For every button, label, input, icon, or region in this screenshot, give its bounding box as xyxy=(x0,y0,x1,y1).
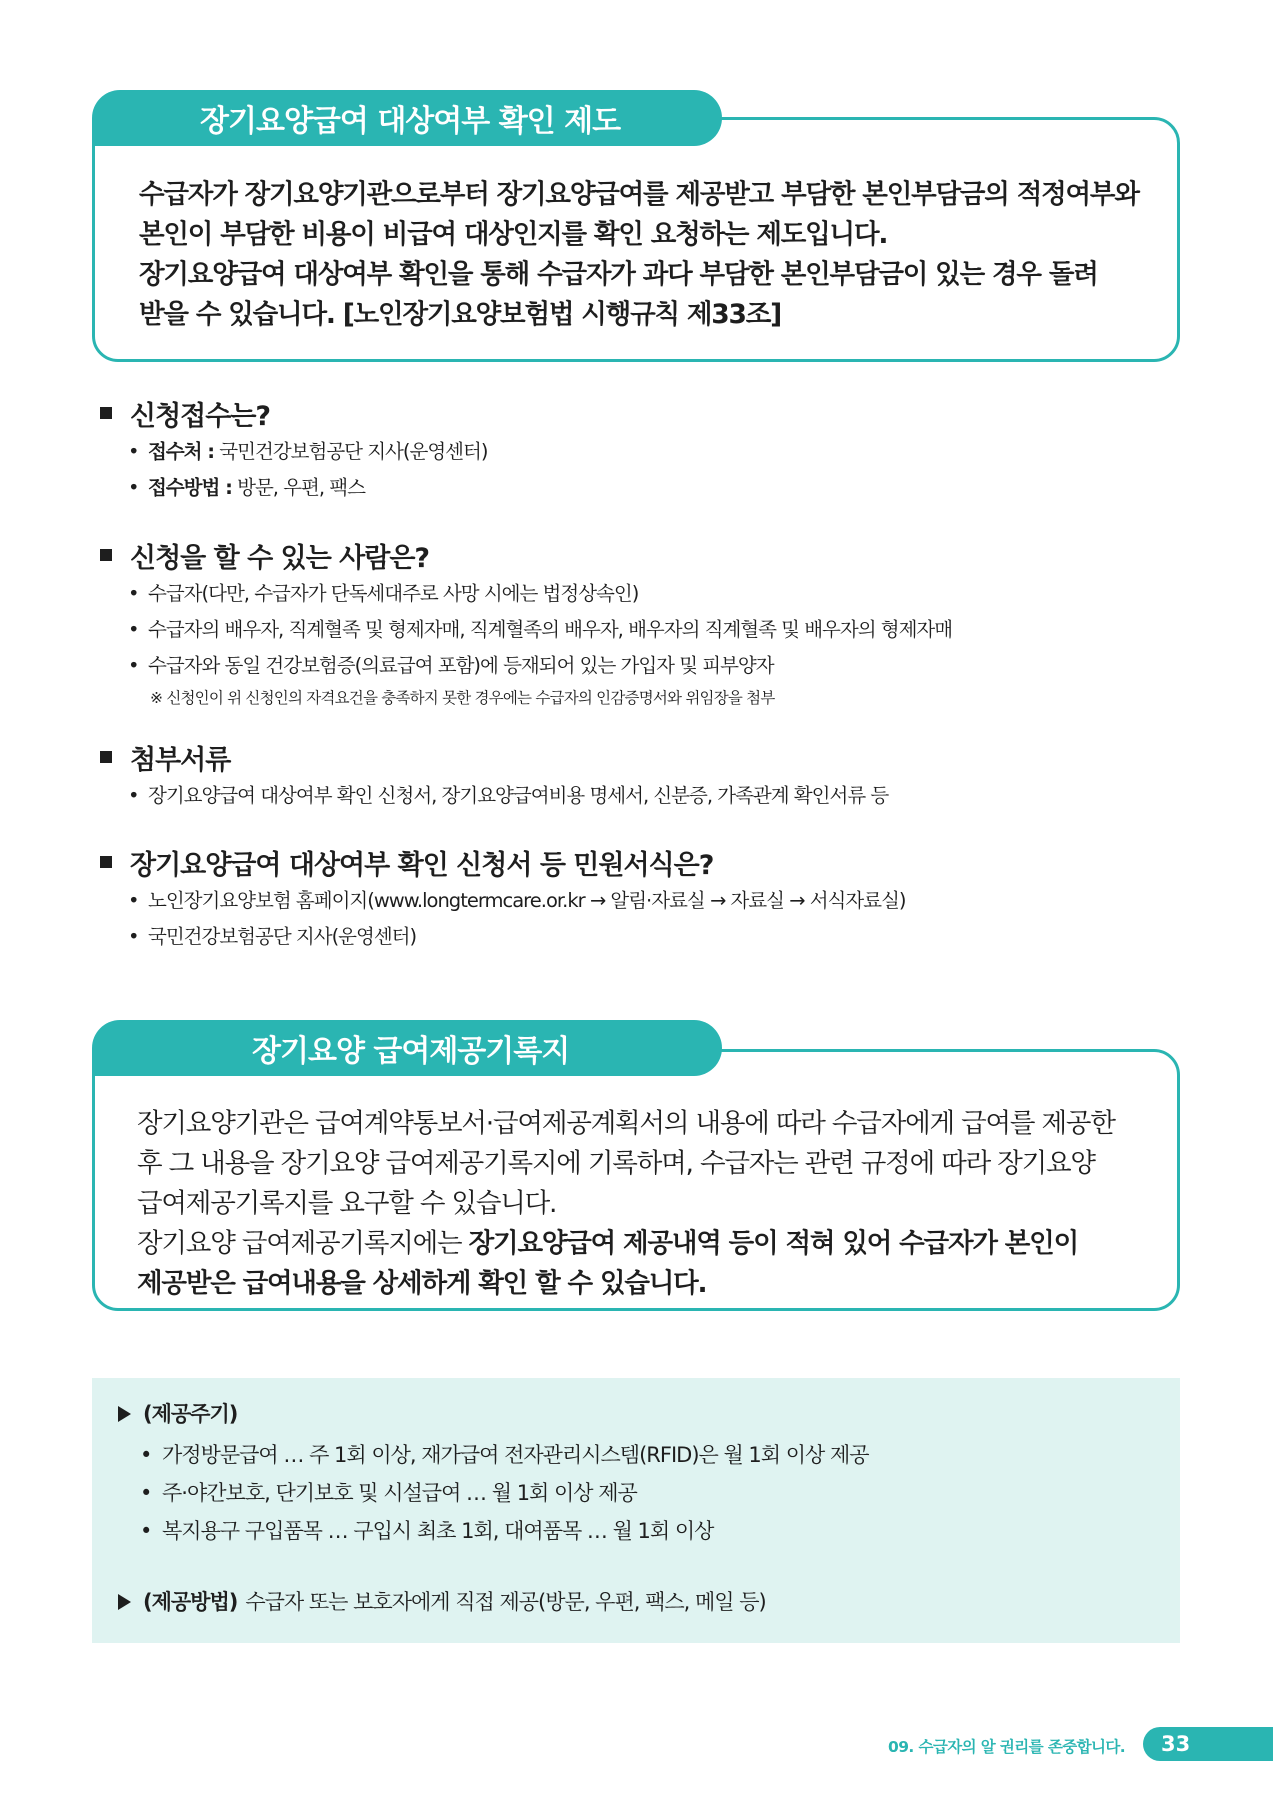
list-item: • 주·야간보호, 단기보호 및 시설급여 … 월 1회 이상 제공 xyxy=(140,1474,1154,1512)
section-forms xyxy=(98,843,1183,955)
page-number: 33 xyxy=(1143,1727,1273,1761)
section-attachments xyxy=(98,738,1183,814)
intro-line: 본인이 부담한 비용이 비급여 대상인지를 확인 요청하는 제도입니다. xyxy=(139,219,888,250)
list-item: • 복지용구 구입품목 … 구입시 최초 1회, 대여품목 … 월 1회 이상 xyxy=(140,1512,1154,1550)
intro-line: 수급자가 장기요양기관으로부터 장기요양급여를 제공받고 부담한 본인부담금의 적정여부와 xyxy=(139,179,1139,210)
record-line: 장기요양 급여제공기록지에는 장기요양급여 제공내역 등이 적혀 있어 수급자가 본인이 xyxy=(137,1228,1078,1259)
section-title: 신청접수는? xyxy=(130,400,271,432)
list-item: • 가정방문급여 … 주 1회 이상, 재가급여 전자관리시스템(RFID)은 월 1회 이상 제공 xyxy=(140,1436,1154,1474)
triangle-bullet-icon xyxy=(118,1406,131,1422)
section-title: 장기요양급여 대상여부 확인 신청서 등 민원서식은? xyxy=(130,849,714,881)
square-bullet-icon xyxy=(100,407,112,419)
intro-line: 장기요양급여 대상여부 확인을 통해 수급자가 과다 부담한 본인부담금이 있는 경우 돌려 xyxy=(139,259,1098,290)
intro-box xyxy=(92,117,1180,362)
list-item: • 노인장기요양보험 홈페이지(www.longtermcare.or.kr → 알림·자료실 → 자료실 → 서식자료실) xyxy=(128,883,1183,919)
square-bullet-icon xyxy=(100,549,112,561)
provision-info-box: (제공주기) • 가정방문급여 … 주 1회 이상, 재가급여 전자관리시스템(RFID)은 월 1회 이상 제공 • 주·야간보호, 단기보호 및 시설급여 … 월 1회 이상 제공 • 복지용구 구입품목 … 구입시 최초 1회, 대여품목 … 월 1회 이상 (제공방법) 수급자 또는 보호자에게 직접 제공(방문, 우편, 팩스, 메일 등) xyxy=(92,1378,1180,1643)
section-title: 첨부서류 xyxy=(130,744,231,776)
record-line: 제공받은 급여내용을 상세하게 확인 할 수 있습니다. xyxy=(137,1268,707,1299)
section-eligible-applicants xyxy=(98,536,1183,712)
intro-line: 받을 수 있습니다. [노인장기요양보험법 시행규칙 제33조] xyxy=(139,299,782,330)
list-item: • 수급자의 배우자, 직계혈족 및 형제자매, 직계혈족의 배우자, 배우자의 직계혈족 및 배우자의 형제자매 xyxy=(128,612,1183,648)
record-box xyxy=(92,1049,1180,1311)
section-application-office xyxy=(98,394,1183,506)
list-item: • 수급자(다만, 수급자가 단독세대주로 사망 시에는 법정상속인) xyxy=(128,576,1183,612)
list-item: • 국민건강보험공단 지사(운영센터) xyxy=(128,919,1183,955)
list-item: • 접수방법 : 방문, 우편, 팩스 xyxy=(128,470,1183,506)
section-title: 신청을 할 수 있는 사람은? xyxy=(130,542,430,574)
record-line: 장기요양기관은 급여계약통보서·급여제공계획서의 내용에 따라 수급자에게 급여를 제공한 xyxy=(137,1108,1115,1139)
chapter-title: 09. 수급자의 알 권리를 존중합니다. xyxy=(888,1738,1125,1756)
note-text: ※ 신청인이 위 신청인의 자격요건을 충족하지 못한 경우에는 수급자의 인감증명서와 위임장을 첨부 xyxy=(150,689,775,707)
triangle-bullet-icon xyxy=(118,1594,131,1610)
square-bullet-icon xyxy=(100,751,112,763)
record-line: 후 그 내용을 장기요양 급여제공기록지에 기록하며, 수급자는 관련 규정에 따라 장기요양 xyxy=(137,1148,1095,1179)
record-line: 급여제공기록지를 요구할 수 있습니다. xyxy=(137,1188,557,1219)
list-item: • 접수처 : 국민건강보험공단 지사(운영센터) xyxy=(128,434,1183,470)
list-item: • 수급자와 동일 건강보험증(의료급여 포함)에 등재되어 있는 가입자 및 피부양자 xyxy=(128,648,1183,684)
record-box-title: 장기요양 급여제공기록지 xyxy=(92,1020,722,1076)
square-bullet-icon xyxy=(100,856,112,868)
intro-box-title: 장기요양급여 대상여부 확인 제도 xyxy=(92,90,722,146)
list-item: • 장기요양급여 대상여부 확인 신청서, 장기요양급여비용 명세서, 신분증, 가족관계 확인서류 등 xyxy=(128,778,1183,814)
